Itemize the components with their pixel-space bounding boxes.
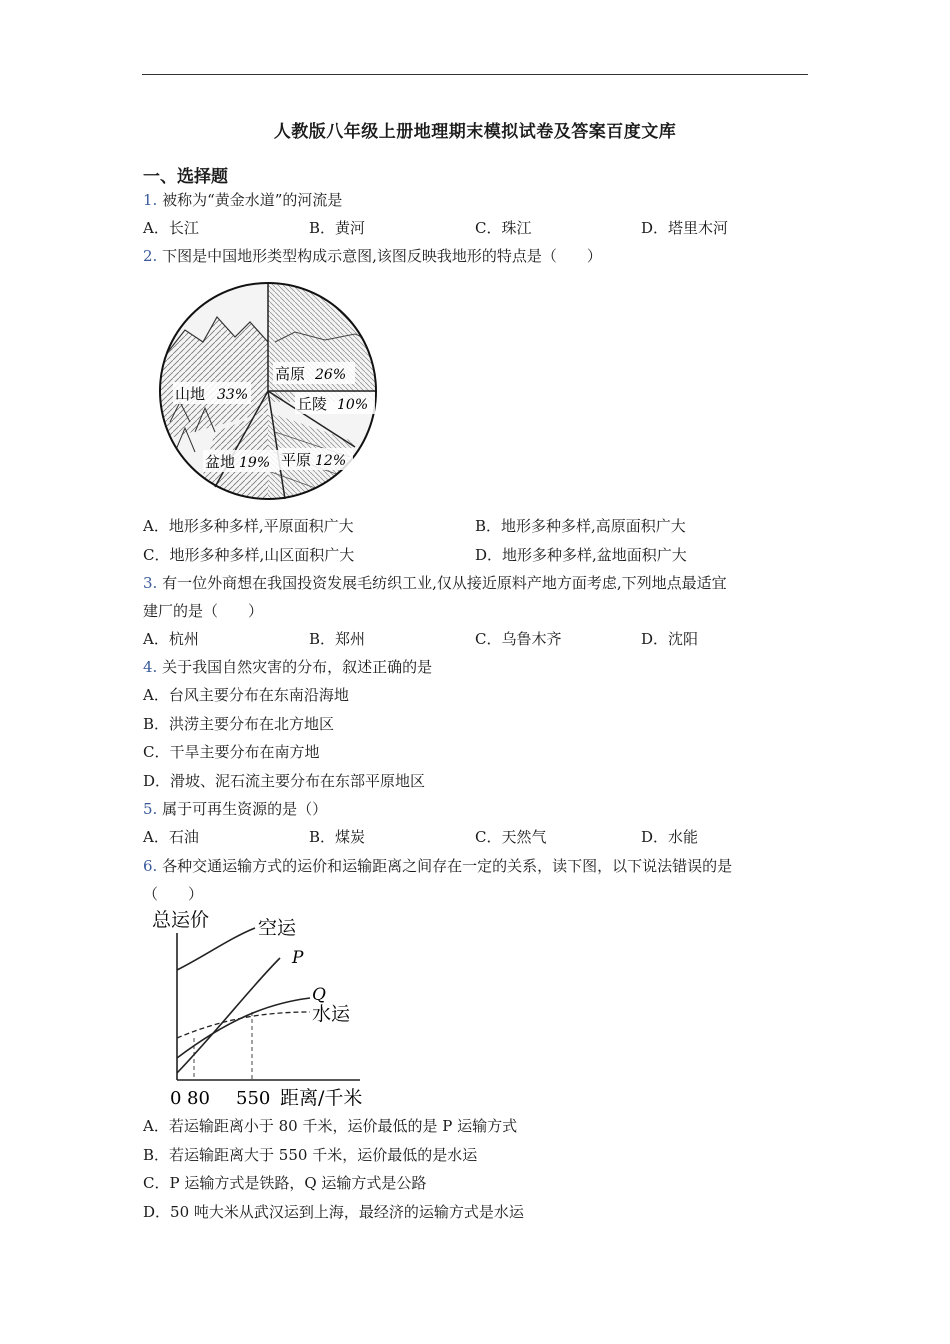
tick-0: 0 — [170, 1088, 182, 1109]
q-curve — [177, 998, 310, 1058]
x-axis-label: 距离/千米 — [280, 1087, 363, 1109]
option-c[interactable]: C．天然气 — [475, 828, 547, 846]
series-air-label: 空运 — [258, 917, 297, 939]
tick-80: 80 — [187, 1088, 210, 1109]
question-5 — [143, 799, 327, 819]
p-curve — [177, 958, 280, 1073]
label-basin-pct: 19% — [239, 455, 271, 471]
question-stem: 属于可再生资源的是（） — [162, 800, 328, 818]
option-b[interactable]: B．洪涝主要分布在北方地区 — [143, 715, 335, 733]
option-a[interactable]: A．若运输距离小于 80 千米，运价最低的是 P 运输方式 — [143, 1117, 518, 1135]
option-a[interactable]: A．石油 — [143, 828, 199, 846]
option-b[interactable]: B．黄河 — [309, 219, 366, 237]
terrain-pie-figure — [155, 282, 385, 504]
option-b[interactable]: B．若运输距离大于 550 千米，运价最低的是水运 — [143, 1146, 478, 1164]
document-title: 人教版八年级上册地理期末模拟试卷及答案百度文库 — [273, 122, 677, 142]
option-a[interactable]: A．台风主要分布在东南沿海地 — [143, 686, 349, 704]
option-b[interactable]: B．郑州 — [309, 630, 366, 648]
question-number: 2. — [143, 247, 158, 265]
question-3-continued: 建厂的是（ ） — [143, 602, 264, 620]
label-plateau: 高原 — [275, 365, 306, 383]
label-hill-pct: 10% — [337, 397, 369, 413]
option-d[interactable]: D．塔里木河 — [641, 219, 729, 237]
option-a[interactable]: A．长江 — [143, 219, 199, 237]
question-number: 1. — [143, 191, 158, 209]
option-c[interactable]: C．P 运输方式是铁路，Q 运输方式是公路 — [143, 1174, 427, 1192]
question-number: 5. — [143, 800, 158, 818]
label-basin: 盆地 — [205, 453, 236, 471]
question-4 — [143, 657, 432, 677]
label-plain-pct: 12% — [315, 453, 347, 469]
question-stem: 关于我国自然灾害的分布，叙述正确的是 — [162, 658, 433, 676]
label-plateau-pct: 26% — [315, 367, 347, 383]
air-curve — [177, 928, 255, 970]
option-d[interactable]: D．50 吨大米从武汉运到上海，最经济的运输方式是水运 — [143, 1203, 524, 1221]
series-water-label: 水运 — [312, 1003, 351, 1025]
series-q-label: Q — [312, 985, 326, 1005]
question-6 — [143, 856, 732, 876]
option-a[interactable]: A．地形多种多样,平原面积广大 — [143, 517, 354, 535]
option-b[interactable]: B．地形多种多样,高原面积广大 — [475, 517, 686, 535]
water-curve — [177, 1012, 310, 1038]
y-axis-label: 总运价 — [152, 909, 210, 931]
label-mountain-pct: 33% — [217, 387, 249, 403]
option-c[interactable]: C．地形多种多样,山区面积广大 — [143, 546, 355, 564]
label-plain: 平原 — [281, 451, 312, 469]
option-d[interactable]: D．地形多种多样,盆地面积广大 — [475, 546, 687, 564]
option-c[interactable]: C．乌鲁木齐 — [475, 630, 562, 648]
question-stem: 各种交通运输方式的运价和运输距离之间存在一定的关系，读下图，以下说法错误的是 — [162, 857, 733, 875]
question-number: 4. — [143, 658, 158, 676]
question-stem: 有一位外商想在我国投资发展毛纺织工业,仅从接近原料产地方面考虑,下列地点最适宜 — [162, 574, 727, 592]
series-p-label: P — [292, 948, 304, 968]
option-d[interactable]: D．沈阳 — [641, 630, 699, 648]
label-hill: 丘陵 — [297, 395, 328, 413]
tick-550: 550 — [236, 1088, 271, 1109]
option-c[interactable]: C．干旱主要分布在南方地 — [143, 743, 320, 761]
question-stem: 被称为“黄金水道”的河流是 — [162, 191, 343, 209]
option-d[interactable]: D．水能 — [641, 828, 699, 846]
question-3 — [143, 573, 727, 593]
question-6-continued: （ ） — [143, 885, 204, 903]
section-heading: 一、选择题 — [143, 167, 228, 187]
question-number: 3. — [143, 574, 158, 592]
question-2 — [143, 246, 602, 266]
question-number: 6. — [143, 857, 158, 875]
header-rule — [142, 74, 808, 75]
option-b[interactable]: B．煤炭 — [309, 828, 366, 846]
question-stem: 下图是中国地形类型构成示意图,该图反映我地形的特点是（ ） — [162, 247, 602, 265]
label-mountain: 山地 — [175, 385, 206, 403]
option-c[interactable]: C．珠江 — [475, 219, 532, 237]
option-d[interactable]: D．滑坡、泥石流主要分布在东部平原地区 — [143, 772, 426, 790]
option-a[interactable]: A．杭州 — [143, 630, 199, 648]
question-1 — [143, 190, 342, 210]
transport-cost-figure — [150, 908, 380, 1110]
